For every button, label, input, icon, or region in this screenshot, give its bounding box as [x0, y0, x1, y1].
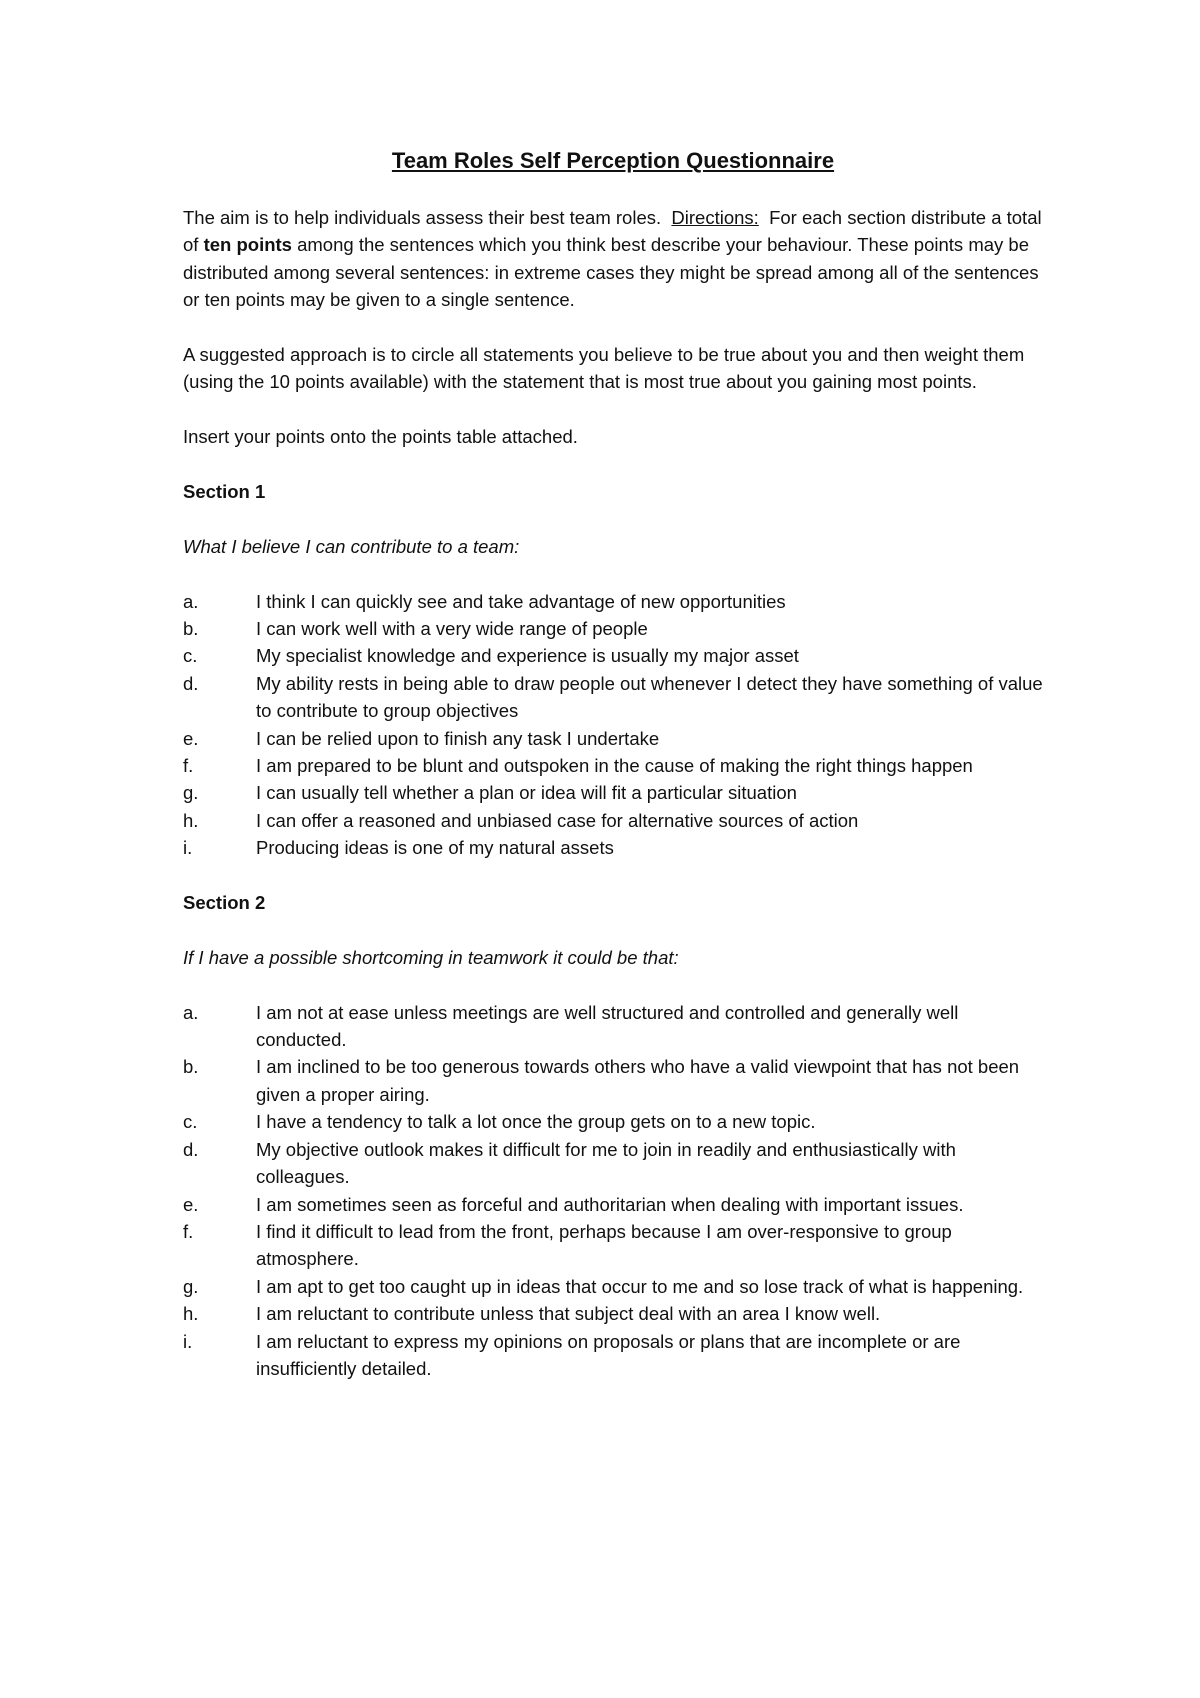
section-heading: Section 2 — [183, 892, 266, 914]
item-text: I have a tendency to talk a lot once the group gets on to a new topic. — [256, 1111, 816, 1133]
item-text: I can work well with a very wide range of people — [256, 618, 648, 640]
list-item — [183, 1273, 1043, 1300]
item-letter: b. — [183, 618, 199, 640]
item-letter: c. — [183, 645, 198, 667]
item-text: I find it difficult to lead from the front, perhaps because I am over-responsive to group atmosphere. — [256, 1220, 952, 1270]
list-item — [183, 1191, 1043, 1218]
document-body — [183, 146, 1043, 1410]
item-text: My ability rests in being able to draw people out whenever I detect they have something of value to contribute to group objectives — [256, 672, 1043, 722]
section-1 — [183, 478, 1043, 862]
item-text: I think I can quickly see and take advantage of new opportunities — [256, 590, 786, 612]
item-text: I am sometimes seen as forceful and authoritarian when dealing with important issues. — [256, 1193, 964, 1215]
item-text: I can offer a reasoned and unbiased case for alternative sources of action — [256, 809, 859, 831]
item-letter: d. — [183, 672, 199, 694]
intro-aim-text: The aim is to help individuals assess their best team roles. — [183, 207, 662, 228]
item-letter: f. — [183, 755, 194, 777]
item-letter: f. — [183, 1220, 194, 1242]
list-item — [183, 1328, 1043, 1383]
item-letter: h. — [183, 1303, 199, 1325]
section-prompt: If I have a possible shortcoming in teamwork it could be that: — [183, 946, 679, 968]
item-letter: a. — [183, 1001, 199, 1023]
list-item — [183, 1053, 1043, 1108]
statement-list — [183, 999, 1043, 1383]
list-item — [183, 725, 1043, 752]
intro-paragraph-insert: Insert your points onto the points table attached. — [183, 426, 578, 448]
list-item — [183, 807, 1043, 834]
item-letter: d. — [183, 1138, 199, 1160]
list-item — [183, 1136, 1043, 1191]
item-text: My specialist knowledge and experience is usually my major asset — [256, 645, 799, 667]
section-prompt: What I believe I can contribute to a team: — [183, 535, 520, 557]
item-letter: g. — [183, 782, 199, 804]
item-text: I can usually tell whether a plan or idea will fit a particular situation — [256, 782, 797, 804]
item-letter: e. — [183, 1193, 199, 1215]
intro-paragraph-directions — [183, 204, 1043, 314]
directions-label: Directions: — [671, 207, 759, 228]
ten-points-emphasis: ten points — [203, 234, 292, 256]
list-item — [183, 834, 1043, 861]
intro-distribution-text: among the sentences which you think best describe your behaviour. These points may be distributed among several sentences: in extreme cases they might be spread among all of the sentences or ten points may be given to a single sentence. — [183, 234, 1039, 311]
section-2 — [183, 889, 1043, 1382]
item-text: I am reluctant to express my opinions on proposals or plans that are incomplete or are insufficiently detailed. — [256, 1330, 961, 1379]
item-letter: i. — [183, 1330, 193, 1352]
list-item — [183, 752, 1043, 779]
item-text: I am not at ease unless meetings are well structured and controlled and generally well conducted. — [256, 1001, 959, 1051]
item-letter: e. — [183, 727, 199, 749]
list-item — [183, 615, 1043, 642]
item-letter: i. — [183, 837, 193, 859]
item-letter: h. — [183, 809, 199, 831]
item-letter: b. — [183, 1056, 199, 1078]
intro-paragraph-approach: A suggested approach is to circle all statements you believe to be true about you and then weight them (using the 10 points available) with the statement that is most true about you gaining most points. — [183, 344, 1025, 393]
item-text: I am inclined to be too generous towards others who have a valid viewpoint that has not been given a proper airing. — [256, 1056, 1020, 1105]
item-text: I am apt to get too caught up in ideas that occur to me and so lose track of what is happening. — [256, 1275, 1024, 1297]
list-item — [183, 642, 1043, 669]
statement-list — [183, 588, 1043, 862]
list-item — [183, 1108, 1043, 1135]
item-text: Producing ideas is one of my natural assets — [256, 837, 614, 859]
item-text: My objective outlook makes it difficult for me to join in readily and enthusiastically with colleagues. — [256, 1138, 956, 1188]
item-text: I am reluctant to contribute unless that subject deal with an area I know well. — [256, 1303, 881, 1325]
list-item — [183, 1300, 1043, 1327]
item-text: I am prepared to be blunt and outspoken in the cause of making the right things happen — [256, 755, 973, 777]
list-item — [183, 999, 1043, 1054]
list-item — [183, 670, 1043, 725]
item-text: I can be relied upon to finish any task I undertake — [256, 727, 660, 749]
list-item — [183, 779, 1043, 806]
section-heading: Section 1 — [183, 481, 266, 503]
item-letter: c. — [183, 1111, 198, 1133]
item-letter: a. — [183, 590, 199, 612]
document-title: Team Roles Self Perception Questionnaire — [391, 148, 835, 173]
intro-directions-text: For each section distribute a total of — [183, 207, 1042, 256]
list-item — [183, 1218, 1043, 1273]
item-letter: g. — [183, 1275, 199, 1297]
list-item — [183, 588, 1043, 615]
